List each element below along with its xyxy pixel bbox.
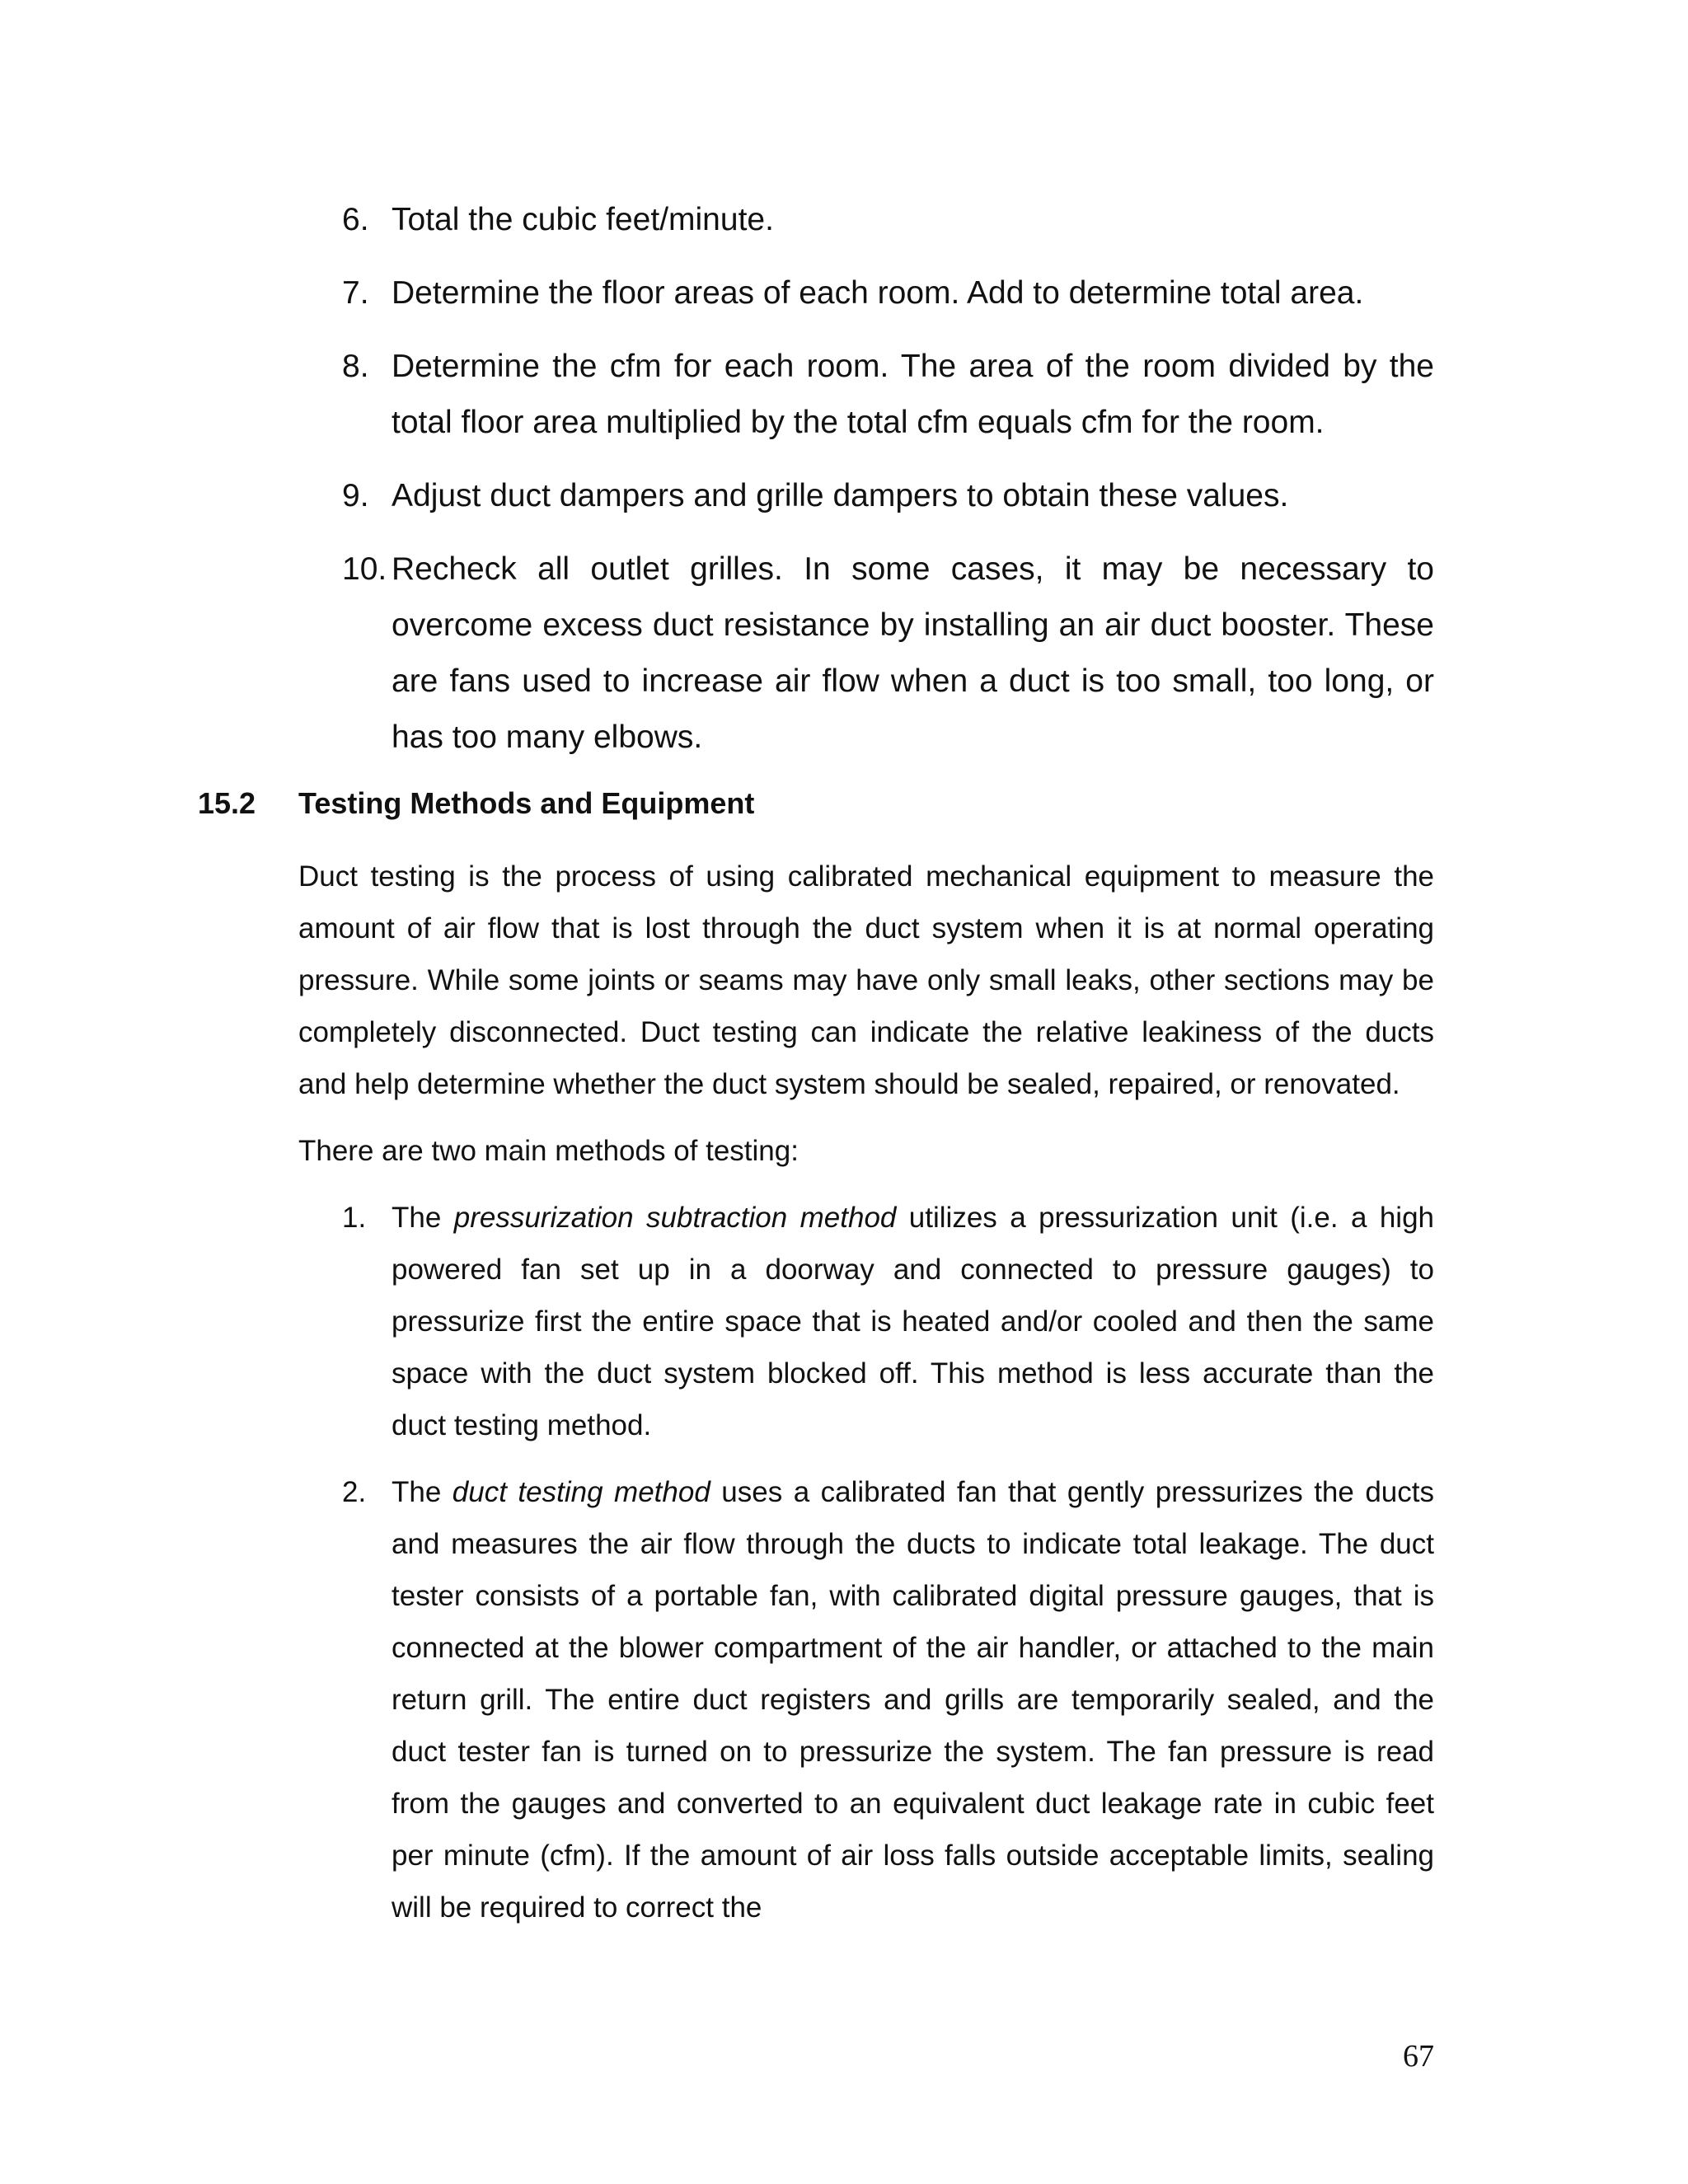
list-item-text: Total the cubic feet/minute. [392, 202, 774, 237]
list-item [342, 468, 1434, 524]
list-item [342, 1192, 1434, 1451]
methods-numbered-list [342, 1192, 1434, 1933]
section-title: Testing Methods and Equipment [298, 786, 755, 820]
list-item-text [392, 1466, 1434, 1933]
list-item [342, 541, 1434, 766]
list-item-prefix: The [392, 1476, 452, 1508]
list-item [342, 265, 1434, 321]
list-item-text: Recheck all outlet grilles. In some cases, it may be necessary to overcome excess duct resistance by installing an air duct booster. These are fans used to increase air flow when a duct is too small, too long, or has too many elbows. [392, 551, 1434, 755]
list-item-text: Determine the floor areas of each room. Add to determine total area. [392, 275, 1364, 311]
list-item-rest: utilizes a pressurization unit (i.e. a high powered fan set up in a doorway and connected to pressure gauges) to pressurize first the entire space that is heated and/or cooled and then the same space with the duct system blocked off. This method is less accurate than the duct testing method. [392, 1202, 1434, 1441]
method-name: pressurization subtraction method [453, 1202, 897, 1234]
methods-lead-paragraph: There are two main methods of testing: [298, 1135, 799, 1167]
list-item-text: Determine the cfm for each room. The area of the room divided by the total floor area multiplied by the total cfm equals cfm for the room. [392, 349, 1434, 440]
page-number: 67 [1403, 2039, 1434, 2074]
list-item-prefix: The [392, 1202, 454, 1234]
intro-paragraph: Duct testing is the process of using calibrated mechanical equipment to measure the amount of air flow that is lost through the duct system when it is at normal operating pressure. While some joints or seams may have only small leaks, other sections may be completely disconnected. Duct testing can indicate the relative leakiness of the ducts and help determine whether the duct system should be sealed, repaired, or renovated. [298, 860, 1434, 1100]
list-item-text: Adjust duct dampers and grille dampers to obtain these values. [392, 478, 1289, 513]
list-item [342, 1466, 1434, 1933]
section-number: 15.2 [198, 786, 256, 820]
method-name: duct testing method [452, 1476, 710, 1508]
list-item-rest: uses a calibrated fan that gently pressurizes the ducts and measures the air flow through the ducts to indicate total leakage. The duct tester consists of a portable fan, with calibrated digital pressure gauges, that is connected at the blower compartment of the air handler, or attached to the main return grill. The entire duct registers and grills are temporarily sealed, and the duct tester fan is turned on to pressurize the system. The fan pressure is read from the gauges and converted to an equivalent duct leakage rate in cubic feet per minute (cfm). If the amount of air loss falls outside acceptable limits, sealing will be required to correct the [392, 1476, 1434, 1924]
list-item-number: 8. [342, 349, 369, 384]
list-item [342, 339, 1434, 451]
list-item-number: 6. [342, 202, 369, 237]
list-item [342, 192, 1434, 248]
list-item-number: 2. [342, 1476, 367, 1508]
section-body [298, 851, 1434, 1948]
section-heading [198, 783, 754, 824]
upper-numbered-list [342, 192, 1434, 783]
list-item-text [392, 1192, 1434, 1451]
list-item-number: 1. [342, 1202, 367, 1234]
list-item-number: 7. [342, 275, 369, 311]
list-item-number: 9. [342, 478, 369, 513]
list-item-number: 10. [342, 551, 387, 587]
